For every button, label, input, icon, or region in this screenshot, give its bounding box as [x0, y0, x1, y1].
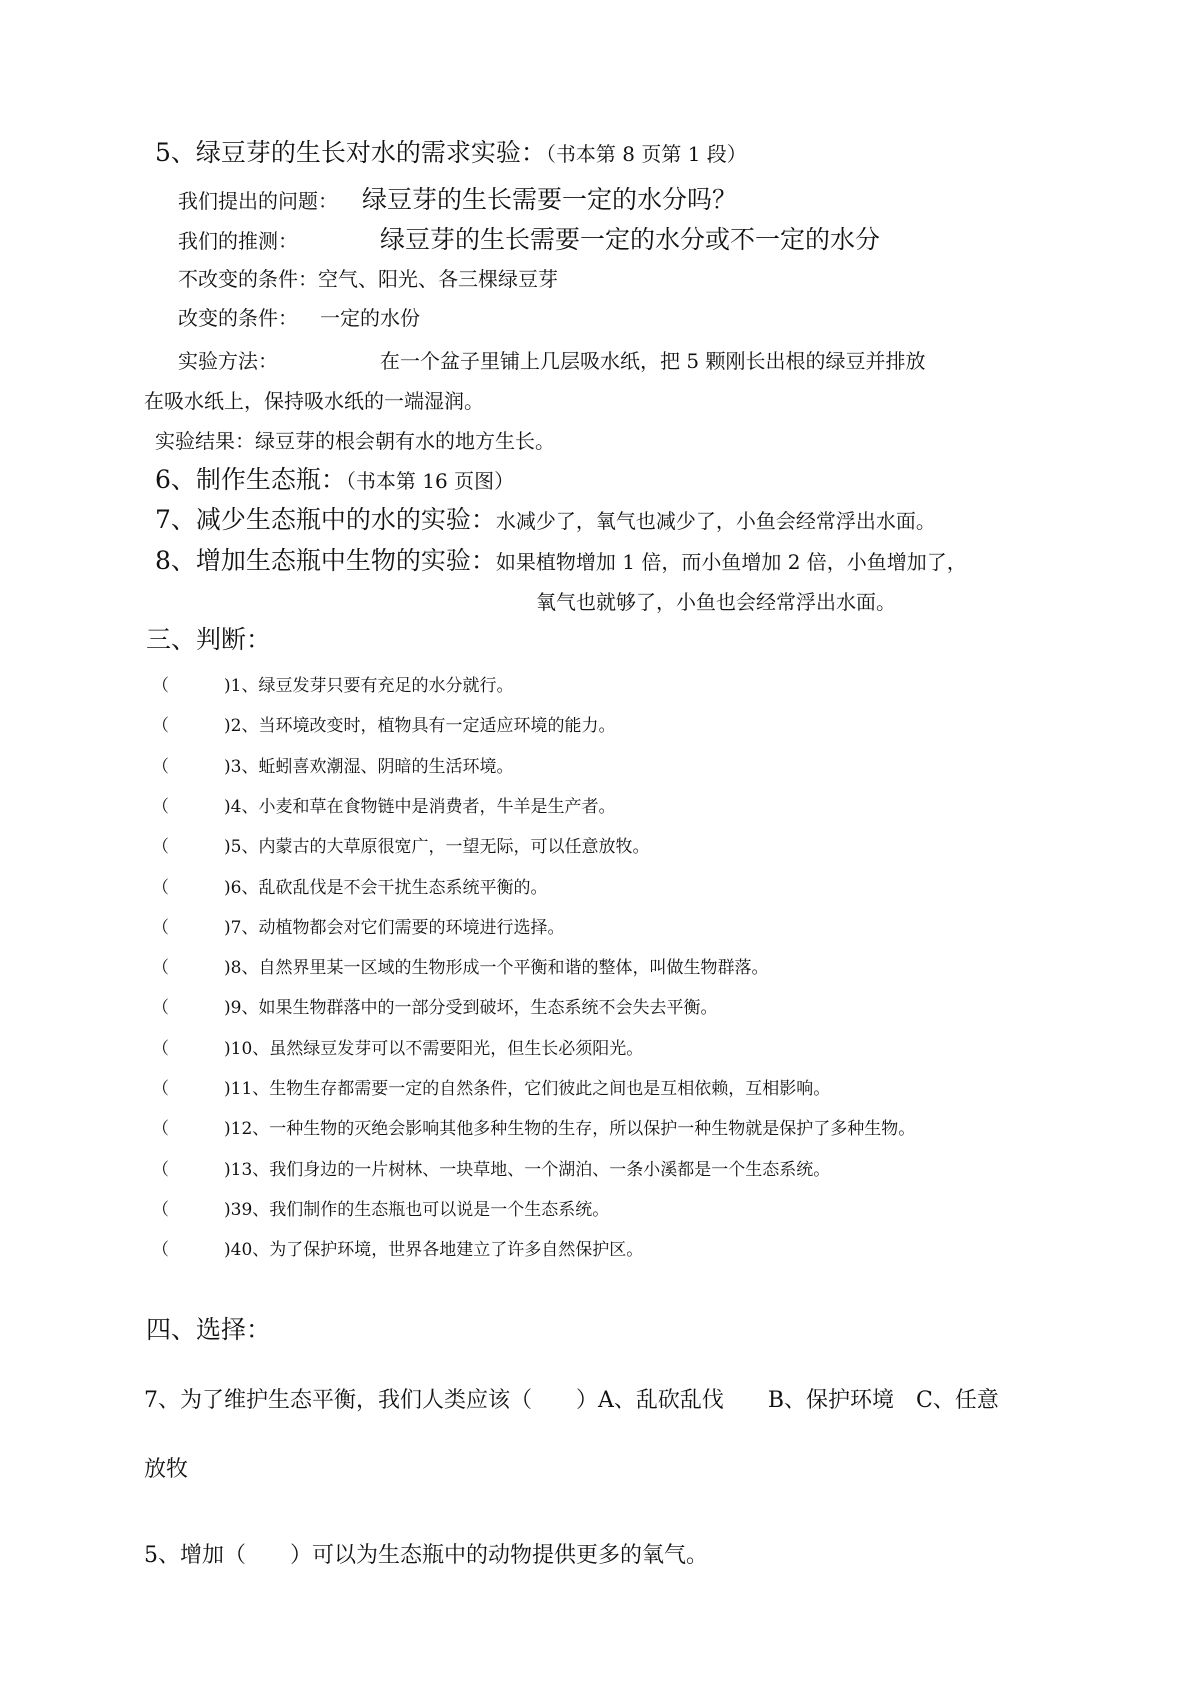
result-line [155, 425, 555, 454]
item6-title: 6、制作生态瓶： [155, 465, 346, 494]
answer-blank[interactable]: （ [152, 1039, 169, 1059]
judgement-item [152, 1034, 643, 1059]
judgement-text: )6、乱砍乱伐是不会干扰生态系统平衡的。 [224, 878, 548, 898]
answer-blank[interactable]: （ [152, 1200, 169, 1220]
answer-blank[interactable]: （ [152, 958, 169, 978]
method-value-2: 在吸水纸上，保持吸水纸的一端湿润。 [144, 389, 484, 413]
judgement-text: )4、小麦和草在食物链中是消费者，牛羊是生产者。 [224, 797, 616, 817]
question-value: 绿豆芽的生长需要一定的水分吗？ [362, 185, 738, 214]
answer-blank[interactable]: （ [152, 878, 169, 898]
answer-blank[interactable]: （ [152, 716, 169, 736]
item6-note: （书本第 16 页图） [345, 469, 515, 493]
judgement-text: )1、绿豆发芽只要有充足的水分就行。 [224, 676, 514, 696]
item6-line [155, 460, 514, 496]
answer-blank[interactable]: （ [152, 998, 169, 1018]
constant-label: 不改变的条件： [178, 267, 318, 291]
judgement-item [152, 1195, 609, 1220]
guess-label: 我们的推测： [178, 229, 298, 253]
judgement-item [152, 953, 768, 978]
item8-text-2: 氧气也就够了，小鱼也会经常浮出水面。 [536, 590, 896, 614]
item8-title: 8、增加生态瓶中生物的实验： [155, 546, 496, 575]
answer-blank[interactable]: （ [152, 757, 169, 777]
judgement-item [152, 1114, 915, 1139]
experiment5-title: 5、绿豆芽的生长对水的需求实验： [155, 138, 546, 167]
judgement-item [152, 792, 615, 817]
judgement-text: )13、我们身边的一片树林、一块草地、一个湖泊、一条小溪都是一个生态系统。 [224, 1160, 831, 1180]
judgement-text: )7、动植物都会对它们需要的环境进行选择。 [224, 918, 565, 938]
method-line [178, 345, 925, 374]
answer-blank[interactable]: （ [152, 1240, 169, 1260]
judgement-text: )11、生物生存都需要一定的自然条件，它们彼此之间也是互相依赖，互相影响。 [224, 1079, 831, 1099]
answer-blank[interactable]: （ [152, 918, 169, 938]
answer-blank[interactable]: （ [152, 1079, 169, 1099]
judgement-item [152, 832, 649, 857]
method-line-2 [144, 385, 484, 414]
judgement-item [152, 873, 547, 898]
item7-line [155, 500, 936, 536]
choice-question-7-cont: 放牧 [144, 1457, 189, 1482]
choice-question-7: 7、为了维护生态平衡，我们人类应该（ ）A、乱砍乱伐 B、保护环境 C、任意 [144, 1388, 999, 1413]
judgement-text: )5、内蒙古的大草原很宽广，一望无际，可以任意放牧。 [224, 837, 650, 857]
judgement-item [152, 993, 717, 1018]
answer-blank[interactable]: （ [152, 1160, 169, 1180]
method-label: 实验方法： [178, 349, 278, 373]
judgement-text: )3、蚯蚓喜欢潮湿、阴暗的生活环境。 [224, 757, 514, 777]
judgement-item [152, 1235, 643, 1260]
section3-heading: 三、判断： [146, 625, 272, 654]
section4-heading: 四、选择： [146, 1315, 272, 1344]
judgement-item [152, 1155, 830, 1180]
result-text: 实验结果：绿豆芽的根会朝有水的地方生长。 [155, 429, 555, 453]
changed-value: 一定的水份 [320, 306, 420, 330]
item7-title: 7、减少生态瓶中的水的实验： [155, 505, 496, 534]
judgement-text: )9、如果生物群落中的一部分受到破坏，生态系统不会失去平衡。 [224, 998, 718, 1018]
question-label: 我们提出的问题： [178, 189, 338, 213]
experiment5-title-note: （书本第 8 页第 1 段） [545, 142, 747, 166]
judgement-text: )8、自然界里某一区域的生物形成一个平衡和谐的整体，叫做生物群落。 [224, 958, 769, 978]
judgement-text: )2、当环境改变时，植物具有一定适应环境的能力。 [224, 716, 616, 736]
answer-blank[interactable]: （ [152, 837, 169, 857]
item8-line [155, 541, 967, 577]
item7-text: 水减少了，氧气也减少了，小鱼会经常浮出水面。 [495, 509, 936, 533]
experiment5-title-line [155, 133, 747, 169]
answer-blank[interactable]: （ [152, 797, 169, 817]
question-line [178, 180, 737, 216]
judgement-item [152, 913, 564, 938]
guess-value: 绿豆芽的生长需要一定的水分或不一定的水分 [380, 225, 881, 254]
constant-line [178, 263, 558, 292]
guess-line [178, 220, 880, 256]
changed-label: 改变的条件： [178, 306, 298, 330]
judgement-text: )39、我们制作的生态瓶也可以说是一个生态系统。 [224, 1200, 610, 1220]
method-value-1: 在一个盆子里铺上几层吸水纸，把 5 颗刚长出根的绿豆并排放 [380, 349, 926, 373]
changed-line [178, 302, 420, 331]
judgement-text: )12、一种生物的灭绝会影响其他多种生物的生存，所以保护一种生物就是保护了多种生物。 [224, 1119, 916, 1139]
answer-blank[interactable]: （ [152, 676, 169, 696]
choice-question-5: 5、增加（ ）可以为生态瓶中的动物提供更多的氧气。 [144, 1543, 708, 1568]
judgement-text: )10、虽然绿豆发芽可以不需要阳光，但生长必须阳光。 [224, 1039, 644, 1059]
judgement-text: )40、为了保护环境，世界各地建立了许多自然保护区。 [224, 1240, 644, 1260]
answer-blank[interactable]: （ [152, 1119, 169, 1139]
judgement-item [152, 671, 513, 696]
item8-text-1: 如果植物增加 1 倍，而小鱼增加 2 倍，小鱼增加了， [495, 550, 967, 574]
item8-line-2 [536, 586, 896, 615]
judgement-item [152, 1074, 830, 1099]
constant-value: 空气、阳光、各三棵绿豆芽 [318, 267, 558, 291]
judgement-item [152, 752, 513, 777]
judgement-item [152, 711, 615, 736]
